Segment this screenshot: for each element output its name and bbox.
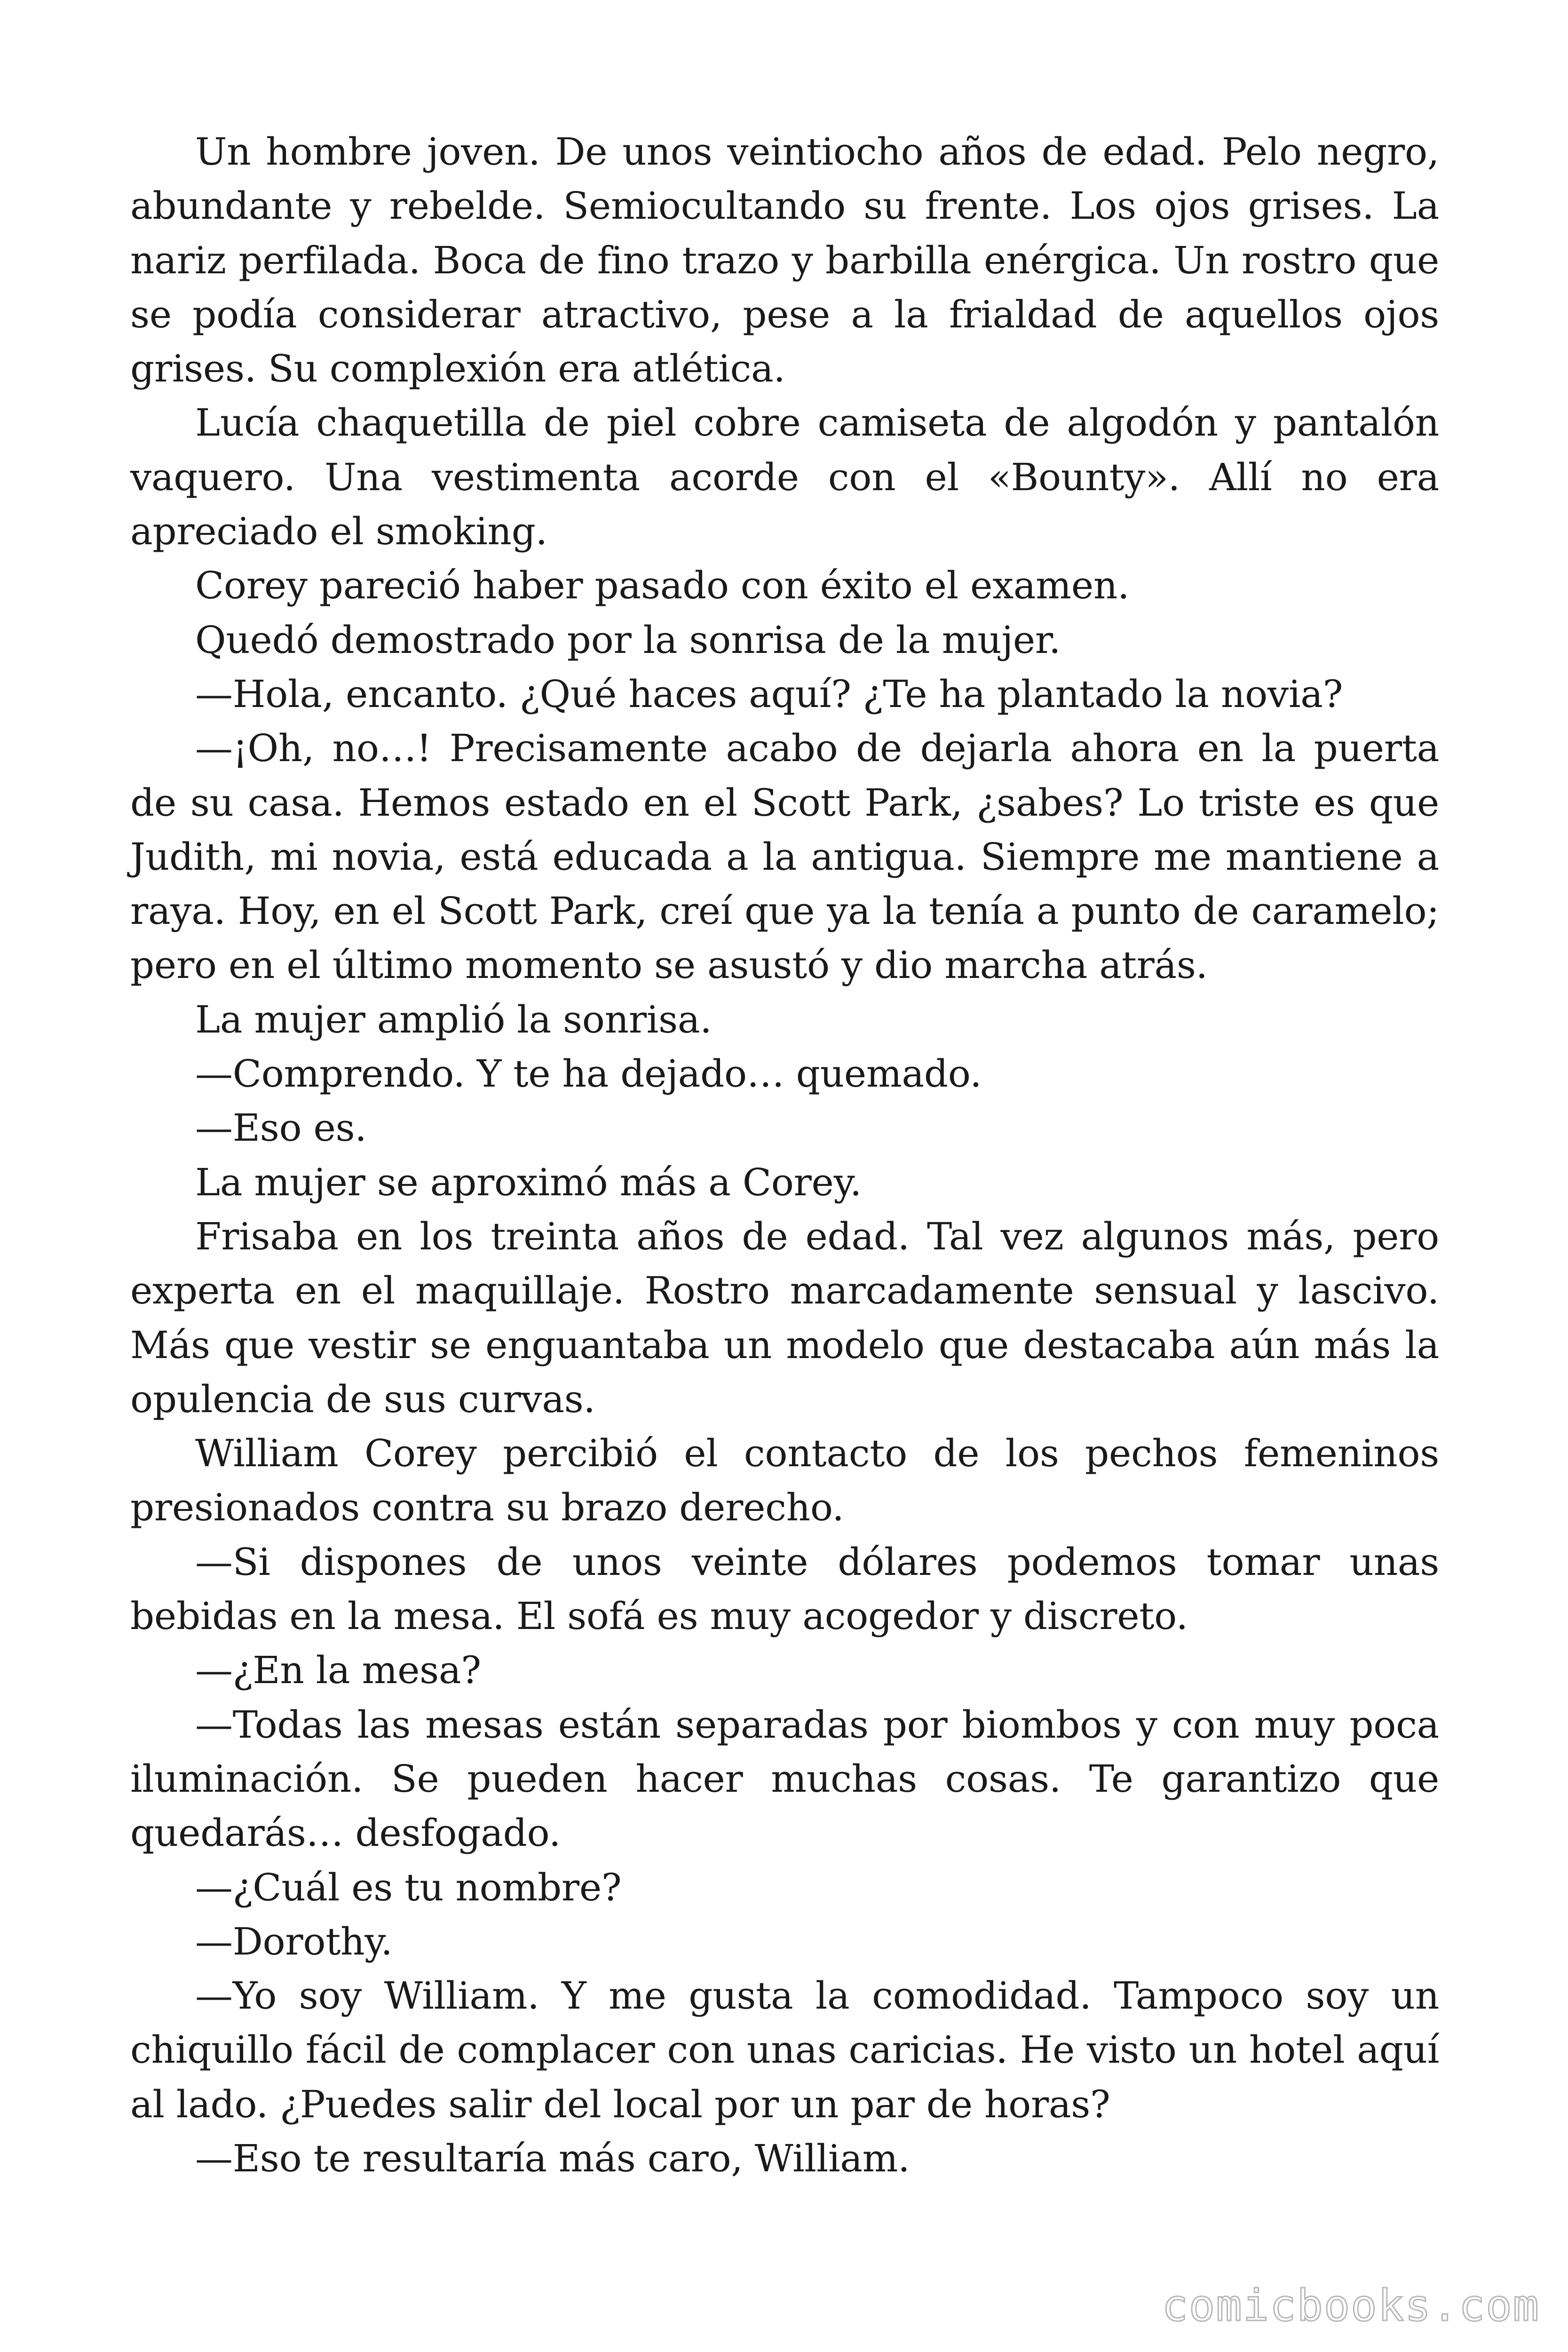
paragraph: Frisaba en los treinta años de edad. Tal vez algunos más, pero experta en el maquillaje. Rostro marcadamente sensual y lascivo. Más que vestir se enguantaba un modelo que destacaba aún más la opulencia de sus curvas. [130, 1214, 1439, 1421]
paragraph: —Hola, encanto. ¿Qué haces aquí? ¿Te ha plantado la novia? [195, 672, 1343, 716]
paragraph: —Comprendo. Y te ha dejado… quemado. [195, 1052, 982, 1096]
paragraph: —Dorothy. [195, 1919, 393, 1963]
paragraph: La mujer se aproximó más a Corey. [195, 1160, 862, 1204]
paragraph: La mujer amplió la sonrisa. [195, 997, 712, 1041]
paragraph: Corey pareció haber pasado con éxito el examen. [195, 564, 1130, 608]
body-text [130, 125, 1439, 2185]
paragraph: —Eso es. [195, 1106, 367, 1150]
watermark: comicbooks.com [1162, 2280, 1540, 2331]
paragraph: —Si dispones de unos veinte dólares podemos tomar unas bebidas en la mesa. El sofá es muy acogedor y discreto. [130, 1540, 1439, 1638]
paragraph: Lucía chaquetilla de piel cobre camiseta de algodón y pantalón vaquero. Una vestimenta acorde con el «Bounty». Allí no era apreciado el smoking. [130, 401, 1439, 554]
paragraph: —Eso te resultaría más caro, William. [195, 2136, 910, 2180]
paragraph: —¿Cuál es tu nombre? [195, 1865, 622, 1909]
paragraph: —Yo soy William. Y me gusta la comodidad. Tampoco soy un chiquillo fácil de complacer con unas caricias. He visto un hotel aquí al lado. ¿Puedes salir del local por un par de horas? [130, 1974, 1439, 2126]
paragraph: William Corey percibió el contacto de los pechos femeninos presionados contra su brazo derecho. [130, 1431, 1439, 1530]
paragraph: —¡Oh, no…! Precisamente acabo de dejarla ahora en la puerta de su casa. Hemos estado en el Scott Park, ¿sabes? Lo triste es que Judith, mi novia, está educada a la antigua. Siempre me mantiene a raya. Hoy, en el Scott Park, creí que ya la tenía a punto de caramelo; pero en el último momento se asustó y dio marcha atrás. [130, 726, 1439, 987]
paragraph: —Todas las mesas están separadas por biombos y con muy poca iluminación. Se pueden hacer muchas cosas. Te garantizo que quedarás… desfogado. [130, 1702, 1439, 1855]
paragraph: Un hombre joven. De unos veintiocho años de edad. Pelo negro, abundante y rebelde. Semiocultando su frente. Los ojos grises. La nariz perfilada. Boca de fino trazo y barbilla enérgica. Un rostro que se podía considerar atractivo, pese a la frialdad de aquellos ojos grises. Su complexión era atlética. [130, 130, 1439, 391]
paragraph: Quedó demostrado por la sonrisa de la mujer. [195, 618, 1061, 662]
paragraph: —¿En la mesa? [195, 1648, 481, 1692]
